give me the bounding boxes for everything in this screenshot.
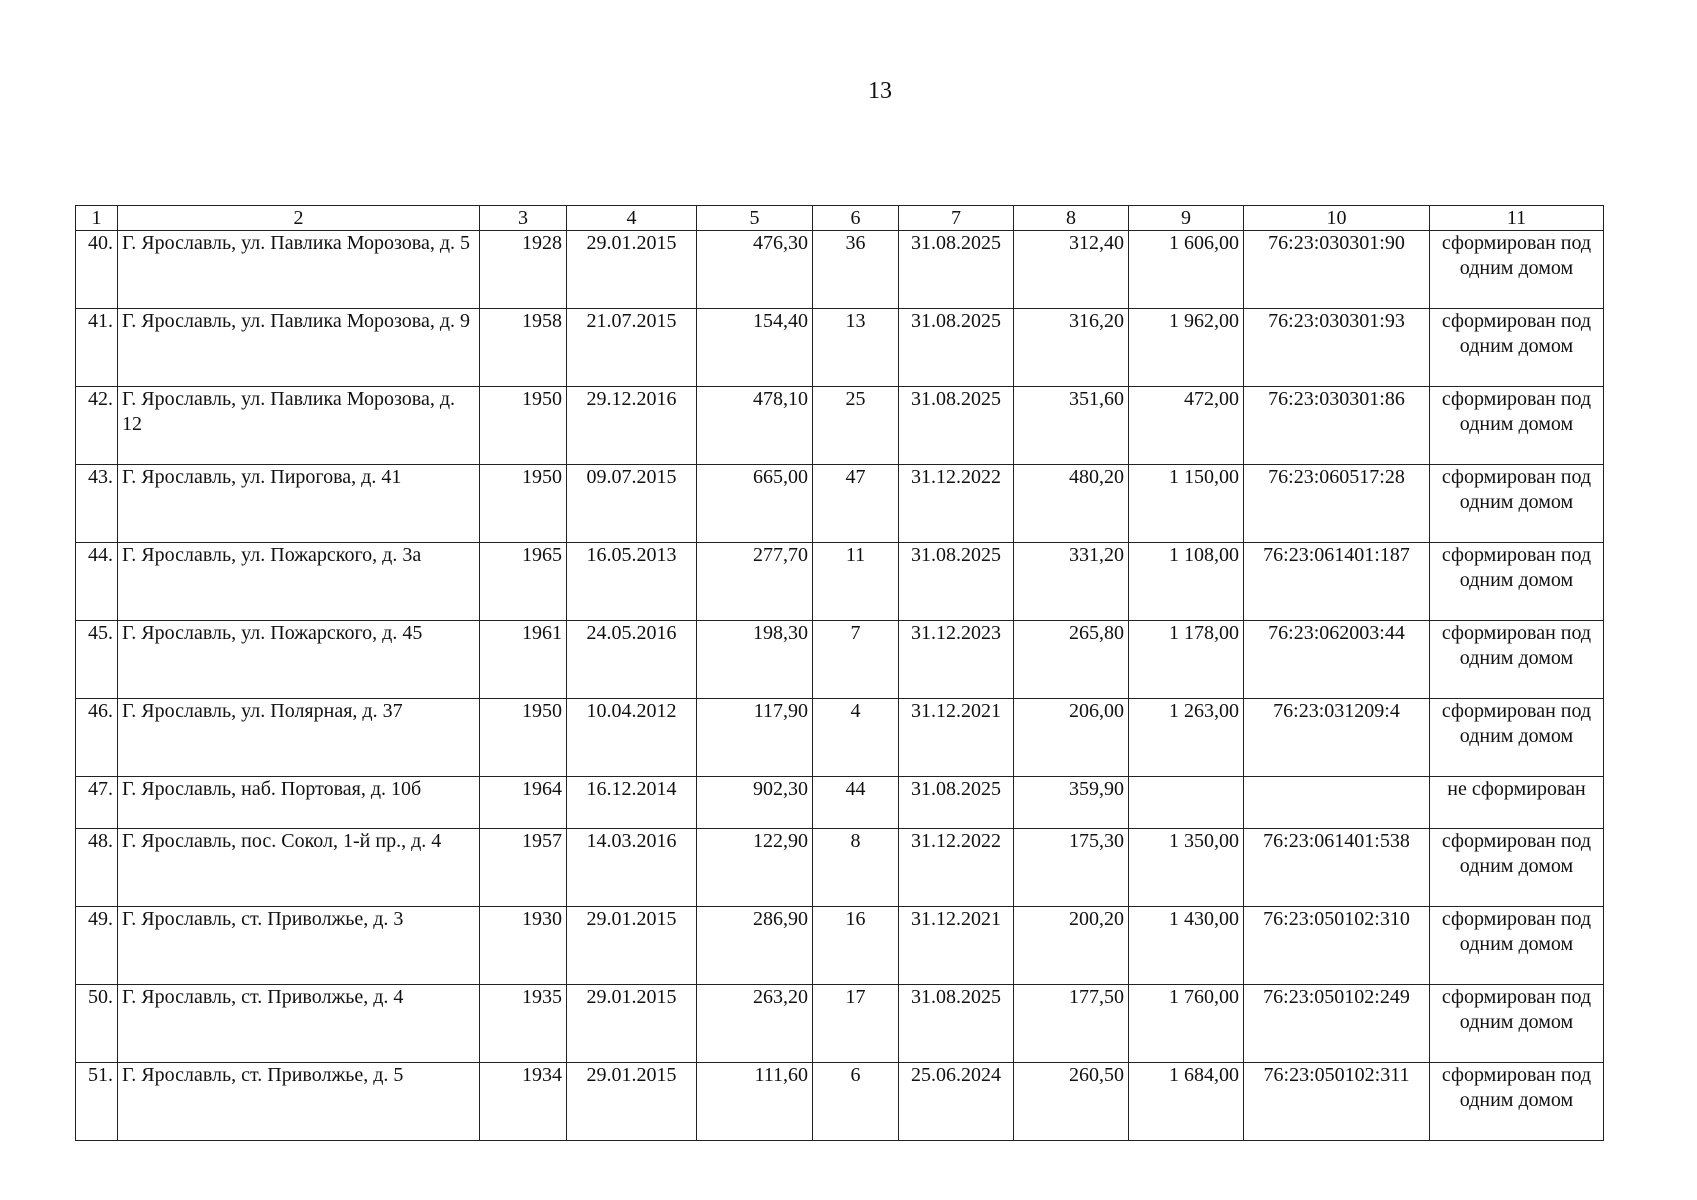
deadline-date: 31.08.2025 <box>899 387 1014 465</box>
area: 117,90 <box>697 699 813 777</box>
header-cell: 8 <box>1014 206 1129 231</box>
second-area: 312,40 <box>1014 231 1129 309</box>
deadline-date: 25.06.2024 <box>899 1063 1014 1141</box>
build-year: 1961 <box>480 621 567 699</box>
address: Г. Ярославль, ст. Приволжье, д. 5 <box>118 1063 480 1141</box>
deadline-date: 31.12.2021 <box>899 699 1014 777</box>
land-status: сформирован под одним домом <box>1430 465 1604 543</box>
land-status: сформирован под одним домом <box>1430 985 1604 1063</box>
deadline-date: 31.12.2022 <box>899 829 1014 907</box>
recognition-date: 29.12.2016 <box>567 387 697 465</box>
land-status: сформирован под одним домом <box>1430 1063 1604 1141</box>
recognition-date: 24.05.2016 <box>567 621 697 699</box>
area: 665,00 <box>697 465 813 543</box>
build-year: 1930 <box>480 907 567 985</box>
table-row <box>76 829 1604 907</box>
area: 902,30 <box>697 777 813 829</box>
second-area: 200,20 <box>1014 907 1129 985</box>
header-cell: 7 <box>899 206 1014 231</box>
area: 476,30 <box>697 231 813 309</box>
land-area: 1 684,00 <box>1129 1063 1244 1141</box>
area: 478,10 <box>697 387 813 465</box>
address: Г. Ярославль, ул. Павлика Морозова, д. 5 <box>118 231 480 309</box>
residents-count: 47 <box>813 465 899 543</box>
cadastral-number: 76:23:062003:44 <box>1244 621 1430 699</box>
build-year: 1934 <box>480 1063 567 1141</box>
area: 263,20 <box>697 985 813 1063</box>
header-row <box>76 206 1604 231</box>
table-row <box>76 543 1604 621</box>
recognition-date: 10.04.2012 <box>567 699 697 777</box>
area: 277,70 <box>697 543 813 621</box>
table-row <box>76 465 1604 543</box>
land-area: 1 350,00 <box>1129 829 1244 907</box>
build-year: 1965 <box>480 543 567 621</box>
table-row <box>76 231 1604 309</box>
row-number: 50. <box>76 985 118 1063</box>
table-row <box>76 309 1604 387</box>
build-year: 1950 <box>480 465 567 543</box>
recognition-date: 29.01.2015 <box>567 907 697 985</box>
table-row <box>76 985 1604 1063</box>
header-cell: 2 <box>118 206 480 231</box>
build-year: 1964 <box>480 777 567 829</box>
address: Г. Ярославль, пос. Сокол, 1-й пр., д. 4 <box>118 829 480 907</box>
recognition-date: 16.12.2014 <box>567 777 697 829</box>
second-area: 331,20 <box>1014 543 1129 621</box>
row-number: 49. <box>76 907 118 985</box>
table-row <box>76 699 1604 777</box>
recognition-date: 29.01.2015 <box>567 1063 697 1141</box>
deadline-date: 31.08.2025 <box>899 309 1014 387</box>
address: Г. Ярославль, ст. Приволжье, д. 4 <box>118 985 480 1063</box>
land-status: сформирован под одним домом <box>1430 621 1604 699</box>
header-cell: 11 <box>1430 206 1604 231</box>
land-status: сформирован под одним домом <box>1430 387 1604 465</box>
recognition-date: 21.07.2015 <box>567 309 697 387</box>
header-cell: 6 <box>813 206 899 231</box>
land-area: 1 760,00 <box>1129 985 1244 1063</box>
deadline-date: 31.12.2022 <box>899 465 1014 543</box>
build-year: 1928 <box>480 231 567 309</box>
row-number: 41. <box>76 309 118 387</box>
area: 286,90 <box>697 907 813 985</box>
row-number: 40. <box>76 231 118 309</box>
build-year: 1950 <box>480 387 567 465</box>
deadline-date: 31.08.2025 <box>899 231 1014 309</box>
cadastral-number: 76:23:061401:538 <box>1244 829 1430 907</box>
header-cell: 5 <box>697 206 813 231</box>
area: 122,90 <box>697 829 813 907</box>
deadline-date: 31.08.2025 <box>899 985 1014 1063</box>
residents-count: 4 <box>813 699 899 777</box>
residents-count: 11 <box>813 543 899 621</box>
cadastral-number: 76:23:050102:249 <box>1244 985 1430 1063</box>
address: Г. Ярославль, ул. Полярная, д. 37 <box>118 699 480 777</box>
cadastral-number: 76:23:031209:4 <box>1244 699 1430 777</box>
land-area: 472,00 <box>1129 387 1244 465</box>
row-number: 48. <box>76 829 118 907</box>
cadastral-number: 76:23:030301:86 <box>1244 387 1430 465</box>
residents-count: 16 <box>813 907 899 985</box>
table-row <box>76 1063 1604 1141</box>
residents-count: 6 <box>813 1063 899 1141</box>
residents-count: 25 <box>813 387 899 465</box>
row-number: 47. <box>76 777 118 829</box>
residents-count: 17 <box>813 985 899 1063</box>
address: Г. Ярославль, ул. Павлика Морозова, д. 12 <box>118 387 480 465</box>
residents-count: 13 <box>813 309 899 387</box>
land-area: 1 178,00 <box>1129 621 1244 699</box>
land-area: 1 962,00 <box>1129 309 1244 387</box>
row-number: 43. <box>76 465 118 543</box>
second-area: 480,20 <box>1014 465 1129 543</box>
recognition-date: 29.01.2015 <box>567 231 697 309</box>
table-row <box>76 387 1604 465</box>
second-area: 177,50 <box>1014 985 1129 1063</box>
address: Г. Ярославль, ул. Павлика Морозова, д. 9 <box>118 309 480 387</box>
address: Г. Ярославль, ул. Пожарского, д. 45 <box>118 621 480 699</box>
land-area: 1 606,00 <box>1129 231 1244 309</box>
residents-count: 44 <box>813 777 899 829</box>
land-status: сформирован под одним домом <box>1430 543 1604 621</box>
land-area: 1 150,00 <box>1129 465 1244 543</box>
cadastral-number: 76:23:050102:310 <box>1244 907 1430 985</box>
land-area: 1 108,00 <box>1129 543 1244 621</box>
address: Г. Ярославль, ул. Пожарского, д. 3а <box>118 543 480 621</box>
land-status: сформирован под одним домом <box>1430 907 1604 985</box>
cadastral-number: 76:23:050102:311 <box>1244 1063 1430 1141</box>
recognition-date: 29.01.2015 <box>567 985 697 1063</box>
cadastral-number <box>1244 777 1430 829</box>
table-body <box>76 231 1604 1141</box>
row-number: 45. <box>76 621 118 699</box>
deadline-date: 31.08.2025 <box>899 543 1014 621</box>
address: Г. Ярославль, ст. Приволжье, д. 3 <box>118 907 480 985</box>
residents-count: 36 <box>813 231 899 309</box>
recognition-date: 09.07.2015 <box>567 465 697 543</box>
housing-registry-table <box>75 205 1604 1141</box>
table-header <box>76 206 1604 231</box>
land-status: сформирован под одним домом <box>1430 699 1604 777</box>
page-number: 13 <box>868 78 892 104</box>
table-row <box>76 907 1604 985</box>
deadline-date: 31.12.2023 <box>899 621 1014 699</box>
second-area: 359,90 <box>1014 777 1129 829</box>
cadastral-number: 76:23:030301:90 <box>1244 231 1430 309</box>
table-row <box>76 621 1604 699</box>
header-cell: 4 <box>567 206 697 231</box>
row-number: 46. <box>76 699 118 777</box>
header-cell: 9 <box>1129 206 1244 231</box>
second-area: 316,20 <box>1014 309 1129 387</box>
table-row <box>76 777 1604 829</box>
land-status: сформирован под одним домом <box>1430 309 1604 387</box>
address: Г. Ярославль, наб. Портовая, д. 10б <box>118 777 480 829</box>
deadline-date: 31.12.2021 <box>899 907 1014 985</box>
header-cell: 1 <box>76 206 118 231</box>
recognition-date: 16.05.2013 <box>567 543 697 621</box>
recognition-date: 14.03.2016 <box>567 829 697 907</box>
header-cell: 10 <box>1244 206 1430 231</box>
land-status: сформирован под одним домом <box>1430 829 1604 907</box>
area: 154,40 <box>697 309 813 387</box>
row-number: 42. <box>76 387 118 465</box>
build-year: 1958 <box>480 309 567 387</box>
land-status: не сформирован <box>1430 777 1604 829</box>
second-area: 175,30 <box>1014 829 1129 907</box>
residents-count: 7 <box>813 621 899 699</box>
area: 111,60 <box>697 1063 813 1141</box>
row-number: 44. <box>76 543 118 621</box>
land-area: 1 430,00 <box>1129 907 1244 985</box>
land-area: 1 263,00 <box>1129 699 1244 777</box>
second-area: 206,00 <box>1014 699 1129 777</box>
second-area: 351,60 <box>1014 387 1129 465</box>
deadline-date: 31.08.2025 <box>899 777 1014 829</box>
cadastral-number: 76:23:060517:28 <box>1244 465 1430 543</box>
build-year: 1935 <box>480 985 567 1063</box>
second-area: 260,50 <box>1014 1063 1129 1141</box>
build-year: 1950 <box>480 699 567 777</box>
land-area <box>1129 777 1244 829</box>
address: Г. Ярославль, ул. Пирогова, д. 41 <box>118 465 480 543</box>
area: 198,30 <box>697 621 813 699</box>
row-number: 51. <box>76 1063 118 1141</box>
residents-count: 8 <box>813 829 899 907</box>
cadastral-number: 76:23:030301:93 <box>1244 309 1430 387</box>
build-year: 1957 <box>480 829 567 907</box>
land-status: сформирован под одним домом <box>1430 231 1604 309</box>
cadastral-number: 76:23:061401:187 <box>1244 543 1430 621</box>
second-area: 265,80 <box>1014 621 1129 699</box>
header-cell: 3 <box>480 206 567 231</box>
